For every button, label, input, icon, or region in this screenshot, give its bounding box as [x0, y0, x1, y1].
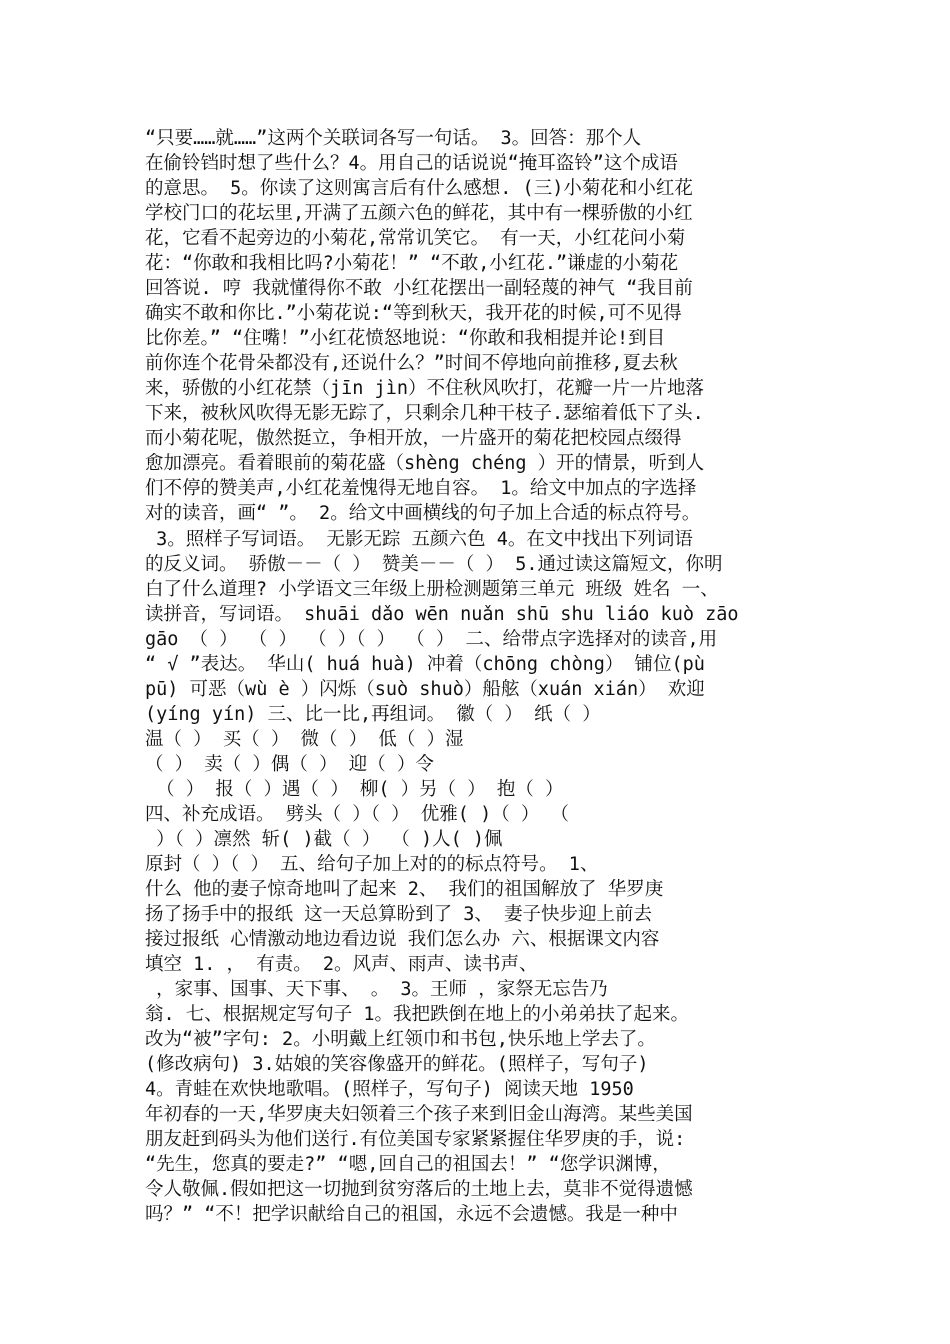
text-line: 4。青蛙在欢快地歌唱。(照样子，写句子) 阅读天地 1950 — [145, 1079, 634, 1101]
text-line: 令人敬佩.假如把这一切抛到贫穷落后的土地上去，莫非不觉得遗憾 — [145, 1179, 693, 1201]
text-line: （ ） 报（ ）遇（ ） 柳( ）另（ ） 抱（ ） — [145, 778, 564, 800]
text-line: 翁. 七、根据规定写句子 1。我把跌倒在地上的小弟弟扶了起来。 — [145, 1004, 690, 1026]
text-line: “只要……就……”这两个关联词各写一句话。 3。回答：那个人 — [145, 128, 642, 149]
text-line: 四、补充成语。 劈头（ ）（ ） 优雅( )（ ） （ — [145, 803, 569, 825]
document-text — [145, 126, 825, 1227]
text-line: 比你差。” “住嘴！”小红花愤怒地说：“你敢和我相提并论!到目 — [145, 328, 666, 350]
text-line: 改为“被”字句: 2。小明戴上红领巾和书包,快乐地上学去了。 — [145, 1029, 656, 1051]
text-line: 的反义词。 骄傲－－（ ） 赞美－－（ ） 5.通过读这篇短文，你明 — [145, 553, 723, 575]
text-line: 扬了扬手中的报纸 这一天总算盼到了 3、 妻子快步迎上前去 — [145, 903, 653, 925]
text-line: pū) 可恶（wù è ）闪烁（suò shuò）船舷（xuán xián） 欢迎 — [145, 678, 705, 700]
text-line: 学校门口的花坛里,开满了五颜六色的鲜花，其中有一棵骄傲的小红 — [145, 203, 693, 225]
text-line: 温（ ） 买（ ） 微（ ） 低（ ）湿 — [145, 728, 464, 750]
text-line: 前你连个花骨朵都没有,还说什么？”时间不停地向前推移,夏去秋 — [145, 353, 678, 375]
text-line: 白了什么道理? 小学语文三年级上册检测题第三单元 班级 姓名 一、 — [145, 578, 719, 600]
text-line: 朋友赶到码头为他们送行.有位美国专家紧紧握住华罗庚的手，说: — [145, 1129, 686, 1151]
text-line: ，家事、国事、天下事、 。 3。王师 ，家祭无忘告乃 — [145, 979, 608, 1001]
text-line: 回答说. 哼 我就懂得你不敢 小红花摆出一副轻蔑的神气 “我目前 — [145, 278, 693, 300]
text-line: 来，骄傲的小红花禁（jīn jìn）不住秋风吹打，花瓣一片一片地落 — [145, 378, 704, 400]
text-line: gāo （ ） （ ） （ ）（ ） （ ） 二、给带点字选择对的读音,用 — [145, 628, 718, 650]
text-line: 花，它看不起旁边的小菊花,常常讥笑它。 有一天，小红花问小菊 — [145, 228, 686, 250]
text-line: （ ） 卖（ ）偶（ ） 迎（ ）令 — [145, 753, 434, 775]
text-line: 的意思。 5。你读了这则寓言后有什么感想. (三)小菊花和小红花 — [145, 178, 693, 200]
text-line: 接过报纸 心情激动地边看边说 我们怎么办 六、根据课文内容 — [145, 929, 660, 950]
text-line: “先生，您真的要走?” “嗯,回自己的祖国去！” “您学识渊博， — [145, 1154, 671, 1176]
text-line: 对的读音，画“ ”。 2。给文中画横线的句子加上合适的标点符号。 — [145, 503, 701, 525]
text-line: 而小菊花呢，傲然挺立，争相开放，一片盛开的菊花把校园点缀得 — [145, 428, 682, 450]
text-line: (yíng yín) 三、比一比,再组词。 徽（ ） 纸（ ） — [145, 703, 601, 725]
text-line: 什么 他的妻子惊奇地叫了起来 2、 我们的祖国解放了 华罗庚 — [145, 878, 664, 900]
text-line: (修改病句) 3.姑娘的笑容像盛开的鲜花。(照样子，写句子) — [145, 1054, 649, 1076]
text-line: 吗？” “不！把学识献给自己的祖国，永远不会遗憾。我是一种中 — [145, 1204, 678, 1226]
text-line: 3。照样子写词语。 无影无踪 五颜六色 4。在文中找出下列词语 — [145, 528, 693, 550]
text-line: 在偷铃铛时想了些什么？4。用自己的话说说“掩耳盗铃”这个成语 — [145, 153, 678, 175]
text-line: 花：“你敢和我相比吗?小菊花！” “不敢,小红花.”谦虚的小菊花 — [145, 253, 679, 275]
text-line: 原封（ ）（ ） 五、给句子加上对的的标点符号。 1、 — [145, 853, 599, 875]
text-line: 们不停的赞美声,小红花羞愧得无地自容。 1。给文中加点的字选择 — [145, 478, 697, 500]
text-line: 填空 1. ， 有责。 2。风声、雨声、读书声、 — [145, 954, 538, 976]
text-line: 确实不敢和你比.”小菊花说:“等到秋天，我开花的时候,可不见得 — [145, 303, 682, 325]
text-line: 愈加漂亮。看着眼前的菊花盛（shèng chéng ）开的情景，听到人 — [145, 453, 705, 475]
text-line: “ √ ”表达。 华山( huá huà) 冲着（chōng chòng） 铺位(pù — [145, 653, 705, 675]
text-line: 年初春的一天,华罗庚夫妇领着三个孩子来到旧金山海湾。某些美国 — [145, 1104, 693, 1126]
text-line: 下来，被秋风吹得无影无踪了，只剩余几种干枝子.瑟缩着低下了头. — [145, 403, 704, 425]
text-line: ）（ ）凛然 斩( )截（ ） （ )人( )佩 — [145, 828, 503, 850]
text-line: 读拼音，写词语。 shuāi dǎo wēn nuǎn shū shu liáo kuò zāo — [145, 603, 739, 625]
